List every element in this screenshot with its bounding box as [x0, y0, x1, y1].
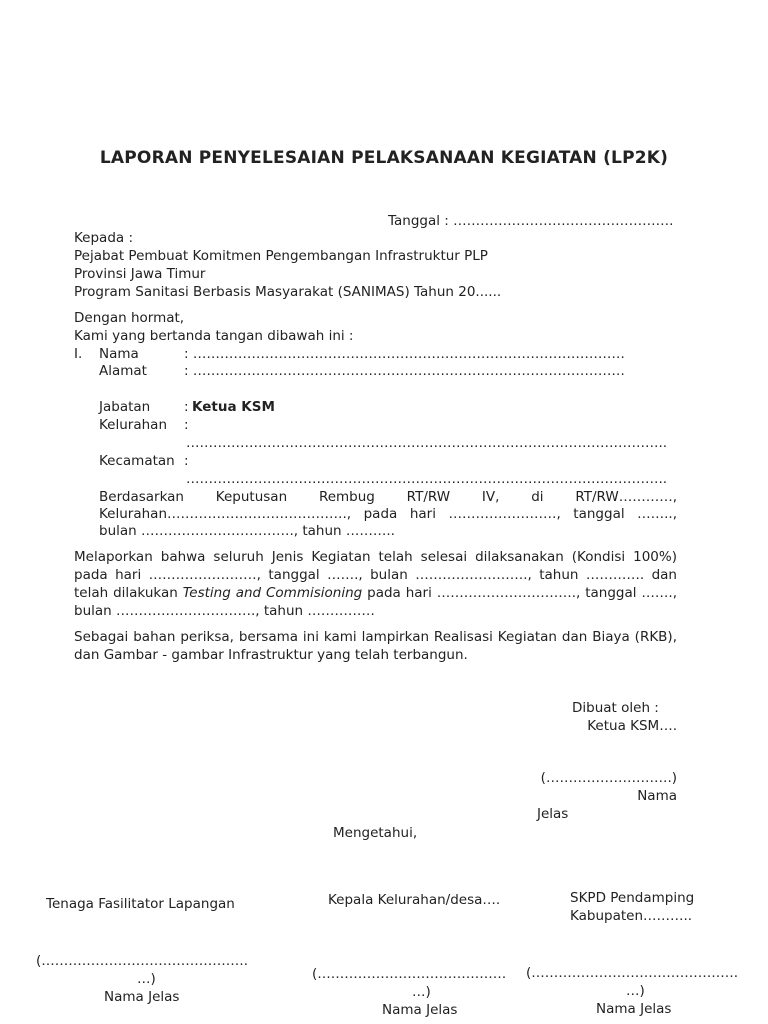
kepala-dots-1: (……………………………………	[312, 966, 507, 982]
recipient-line-2: Provinsi Jawa Timur	[74, 266, 206, 282]
alamat-label: Alamat	[99, 363, 147, 379]
document-title: LAPORAN PENYELESAIAN PELAKSANAAN KEGIATAN (LP2K)	[99, 148, 669, 168]
report-line-2: pada hari ……………………, tanggal ……., bulan ……………………., tahun …………. dan	[74, 567, 677, 583]
ketua-jelas: Jelas	[537, 806, 569, 822]
recipient-line-3: Program Sanitasi Berbasis Masyarakat (SANIMAS) Tahun 20......	[74, 284, 502, 300]
nama-label: Nama	[99, 346, 139, 362]
mengetahui-label: Mengetahui,	[333, 825, 418, 841]
alamat-value: : ……………………………………………………………………………………	[184, 363, 625, 379]
tfl-dots-1: (……………………………………….	[36, 953, 249, 969]
recipient-line-1: Pejabat Pembuat Komitmen Pengembangan Infrastruktur PLP	[74, 248, 488, 264]
ketua-signature-dots: (……………………….)	[540, 770, 677, 786]
kepala-dots-2: …)	[412, 984, 431, 1000]
kelurahan-dots: ……………………………………………………………………………………………..	[186, 435, 668, 451]
skpd-label-1: SKPD Pendamping	[570, 890, 695, 906]
jabatan-label: Jabatan	[99, 399, 151, 415]
testing-commisioning-text: Testing and Commisioning	[182, 585, 363, 601]
tfl-dots-2: …)	[137, 971, 156, 987]
dibuat-oleh: Dibuat oleh :	[572, 700, 659, 716]
kepada-label: Kepada :	[74, 230, 134, 246]
kepala-kelurahan-label: Kepala Kelurahan/desa….	[328, 892, 501, 908]
tanggal-line: Tanggal : ………………………………………….	[388, 213, 674, 229]
tfl-label: Tenaga Fasilitator Lapangan	[46, 896, 235, 912]
report-line-3	[74, 584, 677, 602]
intro-line: Kami yang bertanda tangan dibawah ini :	[74, 328, 354, 344]
kecamatan-dots: ……………………………………………………………………………………………..	[186, 471, 668, 487]
ketua-nama: Nama	[637, 788, 677, 804]
ketua-ksm-label: Ketua KSM….	[587, 718, 677, 734]
kepala-nama-jelas: Nama Jelas	[382, 1002, 458, 1018]
berdasarkan-line-3: bulan ……………………………., tahun ………..	[99, 523, 395, 539]
attachment-line-1: Sebagai bahan periksa, bersama ini kami lampirkan Realisasi Kegiatan dan Biaya (RKB),	[74, 629, 677, 645]
skpd-label-2: Kabupaten………..	[570, 908, 693, 924]
skpd-dots-1: (……………………………………….	[526, 965, 739, 981]
report-line-3-a: telah dilakukan	[74, 585, 183, 601]
jabatan-value: Ketua KSM	[192, 399, 275, 415]
report-line-4: bulan …………………………., tahun ……………	[74, 603, 375, 619]
kelurahan-colon: :	[184, 417, 189, 433]
tfl-nama-jelas: Nama Jelas	[104, 989, 180, 1005]
jabatan-colon: :	[184, 399, 189, 415]
kecamatan-colon: :	[184, 453, 189, 469]
nama-value: : ……………………………………………………………………………………	[184, 346, 625, 362]
berdasarkan-line-1: Berdasarkan Keputusan Rembug RT/RW IV, di RT/RW…………,	[99, 489, 677, 505]
skpd-dots-2: …)	[626, 983, 645, 999]
kecamatan-label: Kecamatan	[99, 453, 175, 469]
kelurahan-label: Kelurahan	[99, 417, 168, 433]
report-line-3-b: pada hari …………………………., tanggal …….,	[362, 585, 677, 601]
berdasarkan-line-2: Kelurahan…………………………………., pada hari ……………………, tanggal ……..,	[99, 506, 677, 522]
skpd-nama-jelas: Nama Jelas	[596, 1001, 672, 1017]
attachment-line-2: dan Gambar - gambar Infrastruktur yang telah terbangun.	[74, 647, 468, 663]
section-number: I.	[74, 346, 83, 362]
report-line-1: Melaporkan bahwa seluruh Jenis Kegiatan telah selesai dilaksanakan (Kondisi 100%)	[74, 549, 677, 565]
greeting: Dengan hormat,	[74, 310, 185, 326]
